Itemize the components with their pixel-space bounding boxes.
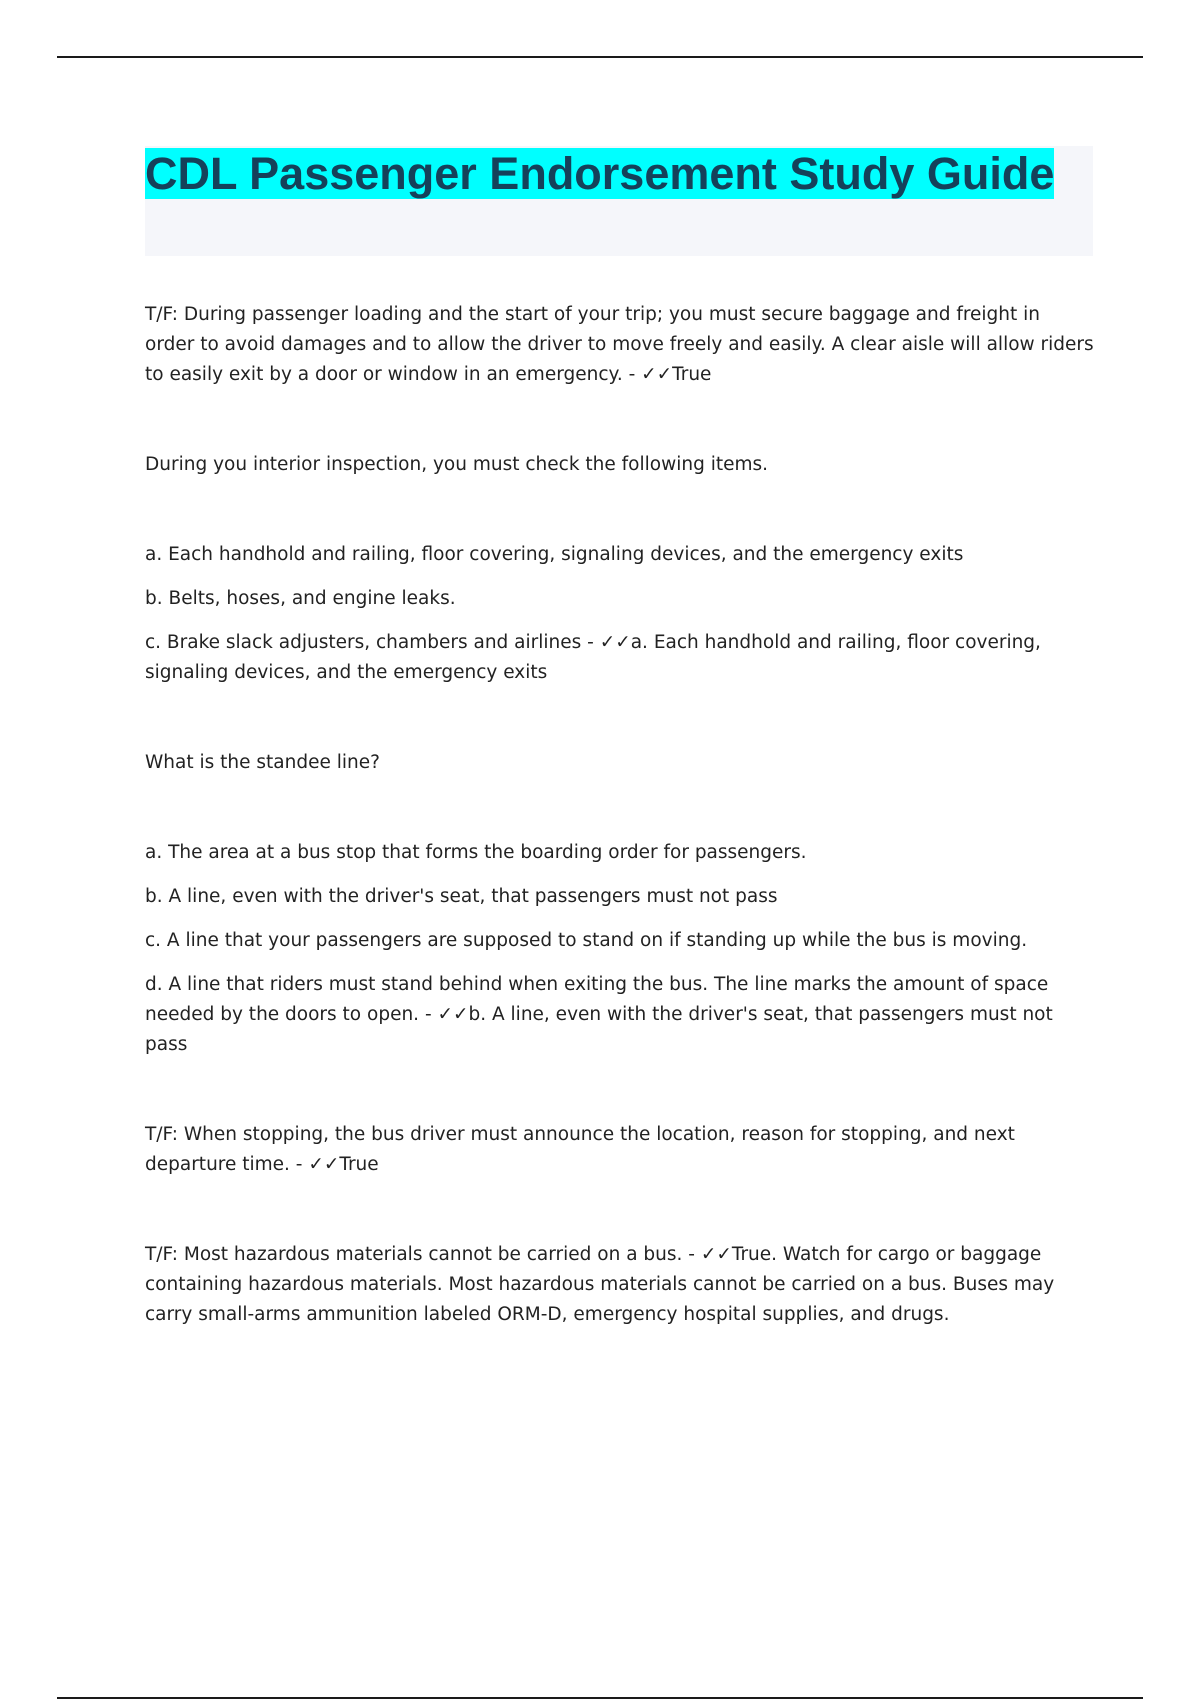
top-rule [57,56,1143,58]
question-3-option-c: c. A line that your passengers are supposed to stand on if standing up while the bus is moving. [145,930,1028,951]
question-3-option-b: b. A line, even with the driver's seat, that passengers must not pass [145,886,778,907]
question-2-option-b: b. Belts, hoses, and engine leaks. [145,588,456,609]
question-1: T/F: During passenger loading and the start of your trip; you must secure baggage and freight in order to avoid damages and to allow the driver to move freely and easily. A clear aisle will allow riders to easily exit by a door or window in an emergency. - ✓✓True [145,304,1094,385]
bottom-rule [57,1697,1143,1699]
page-title [145,146,1093,202]
question-2-stem: During you interior inspection, you must check the following items. [145,454,769,475]
document-body [145,300,1095,1330]
question-3-option-a: a. The area at a bus stop that forms the boarding order for passengers. [145,842,807,863]
question-3-stem: What is the standee line? [145,752,380,773]
title-block [145,146,1093,256]
question-3-option-d: d. A line that riders must stand behind when exiting the bus. The line marks the amount of space needed by the doors to open. - ✓✓b. A line, even with the driver's seat, that passengers must not pass [145,974,1053,1055]
question-4: T/F: When stopping, the bus driver must announce the location, reason for stopping, and next departure time. - ✓✓True [145,1124,1015,1175]
title-text: CDL Passenger Endorsement Study Guide [145,148,1055,199]
question-5: T/F: Most hazardous materials cannot be carried on a bus. - ✓✓True. Watch for cargo or baggage containing hazardous materials. Most hazardous materials cannot be carried on a bus. Buses may carry small-arms ammunition labeled ORM-D, emergency hospital supplies, and drugs. [145,1244,1055,1325]
question-2-option-a: a. Each handhold and railing, floor covering, signaling devices, and the emergency exits [145,544,964,565]
question-2-option-c: c. Brake slack adjusters, chambers and airlines - ✓✓a. Each handhold and railing, floor covering, signaling devices, and the emergency exits [145,632,1041,683]
